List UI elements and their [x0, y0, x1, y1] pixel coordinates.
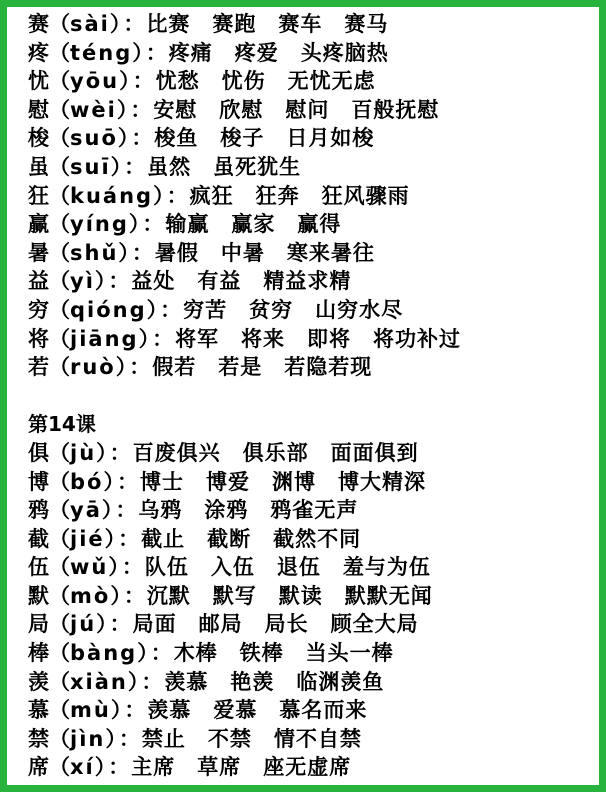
colon: ：	[141, 669, 163, 694]
vocab-pinyin: jù	[70, 440, 97, 465]
vocab-character: 将	[28, 326, 49, 351]
vocab-pinyin: yā	[70, 498, 102, 523]
vocab-pinyin: bó	[70, 469, 104, 494]
vocab-words: 羡慕 艳羡 临渊羡鱼	[164, 669, 385, 694]
close-paren: ）	[108, 555, 119, 580]
close-paren: ）	[110, 698, 122, 723]
colon: ：	[123, 12, 145, 36]
colon: ：	[150, 641, 172, 666]
vocab-character: 赢	[28, 212, 49, 237]
close-paren: ）	[127, 669, 139, 694]
vocab-entry	[28, 668, 599, 697]
vocab-words: 乌鸦 涂鸦 鸦雀无声	[138, 498, 359, 523]
vocab-entry	[28, 153, 599, 182]
vocab-words: 局面 邮局 局长 顾全大局	[132, 612, 419, 637]
close-paren: ）	[105, 726, 116, 751]
colon: ：	[130, 97, 152, 122]
vocab-pinyin: yì	[70, 269, 95, 294]
vocab-words: 博士 博爱 渊博 博大精深	[139, 469, 426, 494]
open-paren: （	[49, 69, 70, 94]
vocab-pinyin: wèi	[70, 97, 117, 122]
vocab-pinyin: ruò	[70, 355, 116, 380]
open-paren: （	[49, 355, 70, 380]
vocab-pinyin: xí	[70, 755, 95, 780]
open-paren: （	[49, 126, 70, 151]
vocab-character: 席	[28, 755, 49, 780]
colon: ：	[121, 555, 143, 580]
vocab-entry	[28, 725, 599, 754]
close-paren: ）	[132, 40, 143, 65]
vocab-character: 慕	[28, 698, 49, 723]
open-paren: （	[49, 269, 70, 294]
vocab-entry	[28, 468, 599, 497]
colon: ：	[108, 755, 130, 780]
open-paren: （	[49, 440, 70, 465]
open-paren: （	[49, 240, 70, 265]
vocab-entry	[28, 239, 599, 268]
vocab-entry	[28, 553, 599, 582]
vocab-pinyin: suī	[70, 154, 111, 179]
vocab-character: 慰	[28, 97, 49, 122]
close-paren: ）	[118, 240, 129, 265]
open-paren: （	[49, 555, 70, 580]
open-paren: （	[49, 726, 70, 751]
vocab-pinyin: téng	[70, 40, 133, 65]
vocab-words: 益处 有益 精益求精	[131, 269, 352, 294]
vocab-character: 棒	[28, 641, 49, 666]
colon: ：	[118, 726, 140, 751]
close-paren: ）	[138, 326, 150, 351]
open-paren: （	[49, 183, 70, 208]
vocab-entry	[28, 296, 599, 325]
open-paren: （	[49, 97, 70, 122]
open-paren: （	[49, 297, 70, 322]
colon: ：	[116, 469, 138, 494]
vocab-entry	[28, 582, 599, 611]
colon: ：	[131, 126, 153, 151]
vocab-entry	[28, 96, 599, 125]
vocab-character: 鸦	[28, 498, 49, 523]
colon: ：	[142, 212, 164, 237]
vocab-entry	[28, 67, 599, 96]
vocab-entry	[28, 267, 599, 296]
open-paren: （	[49, 669, 70, 694]
vocab-pinyin: suō	[70, 126, 118, 151]
vocab-words: 安慰 欣慰 慰问 百般抚慰	[153, 97, 440, 122]
vocab-pinyin: kuáng	[70, 183, 154, 208]
open-paren: （	[49, 498, 70, 523]
vocab-entry	[28, 696, 599, 725]
colon: ：	[160, 297, 182, 322]
vocab-character: 博	[28, 469, 49, 494]
vocab-words: 输赢 赢家 赢得	[165, 212, 342, 237]
colon: ：	[109, 440, 131, 465]
vocab-character: 疼	[28, 40, 49, 65]
vocab-character: 截	[28, 526, 49, 551]
vocab-character: 羡	[28, 669, 49, 694]
close-paren: ）	[119, 69, 130, 94]
vocab-entry	[28, 39, 599, 68]
vocab-entry	[28, 124, 599, 153]
vocab-character: 梭	[28, 126, 49, 151]
close-paren: ）	[153, 183, 164, 208]
open-paren: （	[49, 755, 70, 780]
close-paren: ）	[110, 583, 121, 608]
lesson-heading: 第14课	[28, 412, 96, 437]
vocab-pinyin: yíng	[70, 212, 129, 237]
vocab-character: 默	[28, 583, 49, 608]
vocab-words: 将军 将来 即将 将功补过	[175, 326, 462, 351]
open-paren: （	[49, 698, 70, 723]
open-paren: （	[49, 40, 70, 65]
vocab-words: 沉默 默写 默读 默默无闻	[146, 583, 433, 608]
vocab-entry	[28, 753, 599, 782]
close-paren: ）	[117, 126, 129, 151]
close-paren: ）	[94, 269, 106, 294]
vocab-character: 狂	[28, 183, 49, 208]
vocab-pinyin: mù	[70, 698, 111, 723]
colon: ：	[108, 269, 130, 294]
vocab-pinyin: jié	[70, 526, 105, 551]
close-paren: ）	[110, 154, 122, 179]
vocab-words: 忧愁 忧伤 无忧无虑	[155, 69, 376, 94]
section-spacer	[28, 382, 599, 411]
vocab-character: 若	[28, 355, 49, 380]
open-paren: （	[49, 12, 70, 36]
close-paren: ）	[96, 440, 107, 465]
vocab-entry	[28, 353, 599, 382]
colon: ：	[129, 355, 151, 380]
colon: ：	[131, 240, 153, 265]
close-paren: ）	[96, 612, 107, 637]
close-paren: ）	[109, 12, 121, 36]
vocab-words: 比赛 赛跑 赛车 赛马	[146, 12, 389, 36]
colon: ：	[145, 40, 167, 65]
open-paren: （	[49, 326, 70, 351]
vocab-words: 主席 草席 座无虚席	[131, 755, 352, 780]
vocab-entry	[28, 210, 599, 239]
vocab-character: 虽	[28, 154, 49, 179]
vocab-words: 疯狂 狂奔 狂风骤雨	[189, 183, 410, 208]
vocab-words: 梭鱼 梭子 日月如梭	[154, 126, 375, 151]
vocab-words: 羡慕 爱慕 慕名而来	[147, 698, 368, 723]
vocab-pinyin: xiàn	[70, 669, 128, 694]
vocab-words: 截止 截断 截然不同	[141, 526, 362, 551]
vocab-entry	[28, 525, 599, 554]
vocab-words: 暑假 中暑 寒来暑往	[154, 240, 375, 265]
colon: ：	[118, 526, 140, 551]
close-paren: ）	[116, 97, 128, 122]
vocab-pinyin: jiāng	[70, 326, 139, 351]
vocab-entry	[28, 639, 599, 668]
lesson-14-entries	[28, 439, 599, 782]
vocab-entry	[28, 439, 599, 468]
vocab-pinyin: mò	[70, 583, 111, 608]
colon: ：	[124, 698, 146, 723]
colon: ：	[152, 326, 174, 351]
vocab-character: 局	[28, 612, 49, 637]
lesson-13-entries	[28, 10, 599, 382]
vocab-pinyin: bàng	[70, 641, 138, 666]
close-paren: ）	[101, 498, 113, 523]
colon: ：	[166, 183, 188, 208]
vocab-character: 禁	[28, 726, 49, 751]
vocab-words: 百废俱兴 俱乐部 面面俱到	[132, 440, 419, 465]
vocab-character: 忧	[28, 69, 49, 94]
colon: ：	[132, 69, 154, 94]
close-paren: ）	[115, 355, 127, 380]
open-paren: （	[49, 526, 70, 551]
close-paren: ）	[104, 526, 116, 551]
vocab-entry	[28, 182, 599, 211]
colon: ：	[124, 154, 146, 179]
vocab-pinyin: qióng	[70, 297, 147, 322]
vocab-words: 疼痛 疼爱 头疼脑热	[168, 40, 389, 65]
colon: ：	[109, 612, 131, 637]
vocab-character: 俱	[28, 440, 49, 465]
vocab-entry	[28, 610, 599, 639]
vocab-words: 穷苦 贫穷 山穷水尽	[183, 297, 404, 322]
vocab-character: 暑	[28, 240, 49, 265]
vocab-pinyin: jìn	[70, 726, 106, 751]
vocab-character: 益	[28, 269, 49, 294]
vocab-words: 队伍 入伍 退伍 羞与为伍	[144, 555, 431, 580]
vocab-character: 穷	[28, 297, 49, 322]
colon: ：	[115, 498, 137, 523]
vocab-pinyin: jú	[70, 612, 97, 637]
close-paren: ）	[137, 641, 148, 666]
vocab-pinyin: shǔ	[70, 240, 119, 265]
vocab-words: 虽然 虽死犹生	[147, 154, 302, 179]
open-paren: （	[49, 469, 70, 494]
vocab-pinyin: sài	[70, 12, 110, 36]
open-paren: （	[49, 612, 70, 637]
close-paren: ）	[146, 297, 158, 322]
vocab-character: 伍	[28, 555, 49, 580]
vocab-entry	[28, 325, 599, 354]
colon: ：	[123, 583, 145, 608]
vocab-entry	[28, 10, 599, 39]
vocab-entry	[28, 496, 599, 525]
vocab-character: 赛	[28, 12, 49, 36]
open-paren: （	[49, 641, 70, 666]
vocab-words: 禁止 不禁 情不自禁	[141, 726, 362, 751]
vocab-words: 假若 若是 若隐若现	[152, 355, 373, 380]
close-paren: ）	[94, 755, 106, 780]
vocab-words: 木棒 铁棒 当头一棒	[173, 641, 394, 666]
open-paren: （	[49, 212, 70, 237]
open-paren: （	[49, 154, 70, 179]
close-paren: ）	[103, 469, 114, 494]
close-paren: ）	[128, 212, 140, 237]
open-paren: （	[49, 583, 70, 608]
vocab-pinyin: wǔ	[70, 555, 109, 580]
vocab-pinyin: yōu	[70, 69, 120, 94]
